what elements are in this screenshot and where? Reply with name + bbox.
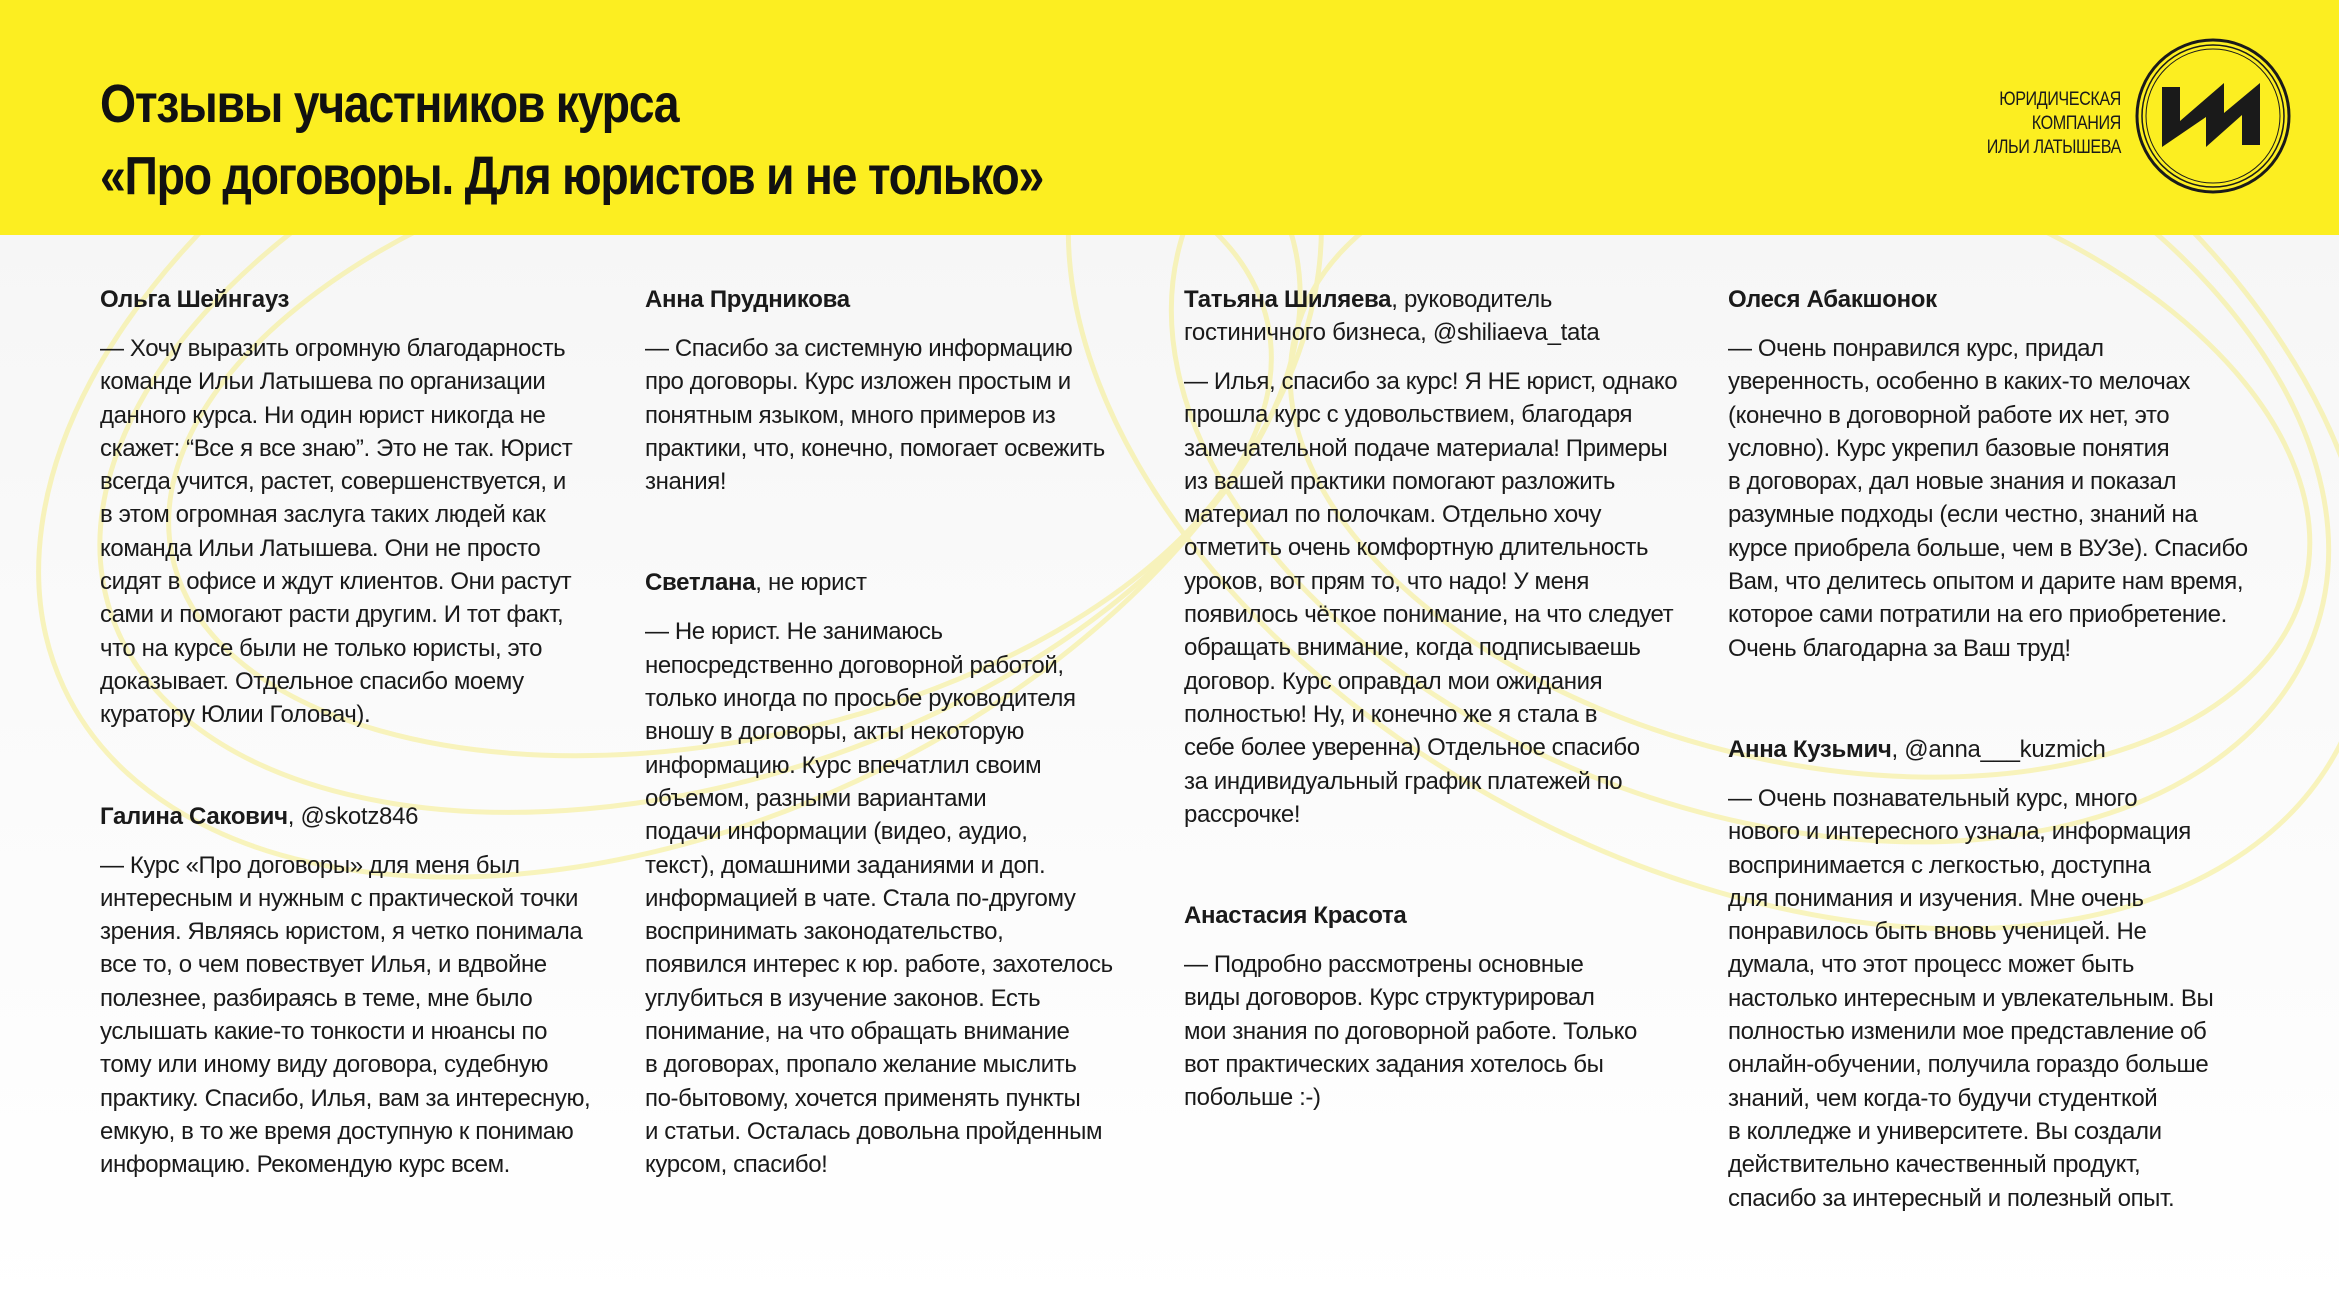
review-card — [100, 800, 620, 1182]
reviewer-name: Анастасия Красота — [1184, 902, 1407, 930]
reviews-column-4 — [1728, 283, 2288, 1215]
review-text: — Очень познавательный курс, много нового и интересного узнала, информация воспринимается с легкостью, доступна для понимания и изучения. Мне очень понравилось быть вновь ученицей. Не думала, что этот процесс может быть настолько интересным и увлекательным. Вы полностью изменили мое представление об онлайн-обучении, получила гораздо больше знаний, чем когда-то будучи студенткой в колледже и университете. Вы создали действительно качественный продукт, спасибо за интересный и полезный опыт. — [1728, 784, 2214, 1212]
review-card — [645, 566, 1165, 1181]
reviewer-name: Олеся Абакшонок — [1728, 286, 1937, 313]
reviewer-name: Татьяна Шиляева, руководитель гостиничного бизнеса, @shiliaeva_tata — [1184, 286, 1600, 346]
reviewer-name: Галина Сакович, @skotz846 — [100, 802, 419, 830]
company-logo-text — [1987, 88, 2121, 160]
page-title — [100, 68, 1043, 212]
header-banner — [0, 0, 2339, 235]
review-text: — Курс «Про договоры» для меня был интересным и нужным с практической точки зрения. Являясь юристом, я четко понимала все то, о чем повествует Илья, и вдвойне полезнее, разбираясь в теме, мне было услышать какие-то тонкости и нюансы по тому или иному виду договора, судебную практику. Спасибо, Илья, вам за интересную, емкую, в то же время доступную к понимаю информацию. Рекомендую курс всем. — [100, 851, 591, 1179]
logo-text-line-3: ИЛЬИ ЛАТЫШЕВА — [1986, 137, 2121, 158]
logo-text-line-2: КОМПАНИЯ — [2031, 113, 2121, 134]
review-card — [1184, 899, 1704, 1114]
reviewer-name: Анна Кузьмич, @anna___kuzmich — [1728, 735, 2106, 763]
review-text: — Спасибо за системную информацию про договоры. Курс изложен простым и понятным языком, много примеров из практики, что, конечно, помогает освежить знания! — [645, 335, 1105, 496]
review-text: — Илья, спасибо за курс! Я НЕ юрист, однако прошла курс с удовольствием, благодаря замечательной подаче материала! Примеры из вашей практики помогают разложить материал по полочкам. Отдельно хочу отметить очень комфортную длительность уроков, вот прям то, что надо! У меня появилось чёткое понимание, на что следует обращать внимание, когда подписываешь договор. Курс оправдал мои ожидания полностью! Ну, и конечно же я стала в себе более уверенна) Отдельное спасибо за индивидуальный график платежей по рассрочке! — [1184, 368, 1678, 828]
logo-text-line-1: ЮРИДИЧЕСКАЯ — [1999, 89, 2121, 110]
title-line-1: Отзывы участников курса — [100, 74, 679, 134]
review-card — [645, 283, 1165, 498]
title-line-2: «Про договоры. Для юристов и не только» — [100, 146, 1044, 206]
review-text: — Очень понравился курс, придал уверенность, особенно в каких-то мелочах (конечно в договорной работе их нет, это условно). Курс укрепил базовые понятия в договорах, дал новые знания и показал разумные подходы (если честно, знаний на курсе приобрела больше, чем в ВУЗе). Спасибо Вам, что делитесь опытом и дарите нам время, которое сами потратили на его приобретение. Очень благодарна за Ваш труд! — [1728, 335, 2248, 662]
review-text: — Подробно рассмотрены основные виды договоров. Курс структурировал мои знания по договорной работе. Только вот практических задания хотелось бы побольше :-) — [1184, 951, 1637, 1112]
reviews-column-2 — [645, 283, 1165, 1182]
review-card — [1728, 283, 2288, 665]
reviewer-name: Светлана, не юрист — [645, 569, 867, 597]
company-logo-icon — [2132, 35, 2294, 197]
reviews-column-3 — [1184, 283, 1704, 1115]
review-card — [100, 283, 620, 732]
reviewer-name: Ольга Шейнгауз — [100, 286, 290, 313]
reviewer-name: Анна Прудникова — [645, 286, 850, 313]
review-text: — Не юрист. Не занимаюсь непосредственно договорной работой, только иногда по просьбе руководителя вношу в договоры, акты некоторую информацию. Курс впечатлил своим объемом, разными вариантами подачи информации (видео, аудио, текст), домашними заданиями и доп. информацией в чате. Стала по-другому воспринимать законодательство, появился интерес к юр. работе, захотелось углубиться в изучение законов. Есть понимание, на что обращать внимание в договорах, пропало желание мыслить по-бытовому, хочется применять пункты и статьи. Осталась довольна пройденным курсом, спасибо! — [645, 618, 1113, 1179]
review-text: — Хочу выразить огромную благодарность команде Ильи Латышева по организации данного курса. Ни один юрист никогда не скажет: “Все я все знаю”. Это не так. Юрист всегда учится, растет, совершенствуется, и в этом огромная заслуга таких людей как команда Ильи Латышева. Они не просто сидят в офисе и ждут клиентов. Они растут сами и помогают расти другим. И тот факт, что на курсе были не только юристы, это доказывает. Отдельное спасибо моему куратору Юлии Головач). — [100, 335, 573, 729]
reviews-column-1 — [100, 283, 620, 1182]
review-card — [1184, 283, 1704, 831]
review-card — [1728, 733, 2288, 1215]
